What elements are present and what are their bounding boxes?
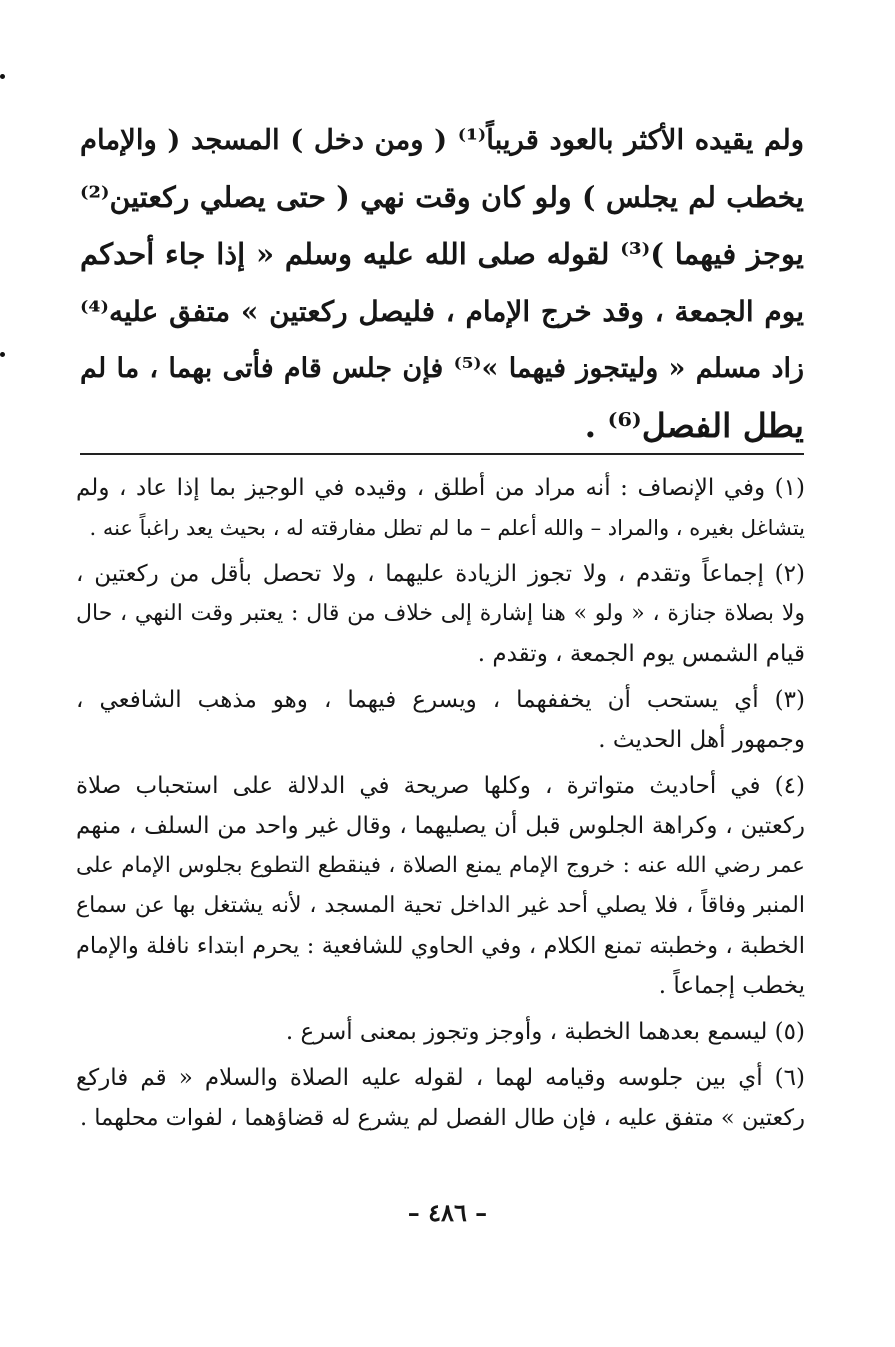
footnote-line: (٦) أي بين جلوسه وقيامه لهما ، لقوله عليه الصلاة والسلام « قم فاركع	[76, 1065, 805, 1091]
footnote-line: وجمهور أهل الحديث .	[598, 727, 805, 753]
main-text-line: يطل الفصل⁽⁶⁾ .	[584, 406, 804, 445]
footnote-line: (١) وفي الإنصاف : أنه مراد من أطلق ، وقيده في الوجيز بما إذا عاد ، ولم	[76, 475, 805, 501]
footnote-6	[76, 1058, 805, 1138]
footnote-line: الخطبة ، وخطبته تمنع الكلام ، وفي الحاوي للشافعية : يحرم ابتداء نافلة والإمام	[76, 933, 805, 959]
footnote-1	[76, 468, 805, 548]
main-text-line: يخطب لم يجلس ) ولو كان وقت نهي ( حتى يصلي ركعتين⁽²⁾	[80, 180, 804, 214]
footnote-line: يتشاغل بغيره ، والمراد – والله أعلم – ما لم تطل مفارقته له ، بحيث يعد راغباً عنه .	[89, 516, 805, 540]
footnote-4	[76, 766, 805, 1006]
footnote-line: (٣) أي يستحب أن يخففهما ، ويسرع فيهما ، وهو مذهب الشافعي ،	[76, 687, 805, 713]
footnote-line: (٤) في أحاديث متواترة ، وكلها صريحة في الدلالة على استحباب صلاة	[76, 773, 805, 799]
scan-edge-mark-middle	[0, 352, 5, 357]
footnote-divider	[80, 453, 804, 455]
main-text-line: يوم الجمعة ، وقد خرج الإمام ، فليصل ركعتين » متفق عليه⁽⁴⁾	[80, 295, 804, 328]
main-text-line: زاد مسلم « وليتجوز فيهما »⁽⁵⁾ فإن جلس قام فأتى بهما ، ما لم	[80, 353, 805, 384]
main-text-block	[80, 112, 804, 454]
footnote-line: ولا بصلاة جنازة ، « ولو » هنا إشارة إلى خلاف من قال : يعتبر وقت النهي ، حال	[76, 601, 805, 626]
page-number: – ٤٨٦ –	[407, 1198, 488, 1227]
footnote-line: يخطب إجماعاً .	[658, 973, 805, 999]
footnote-line: (٥) ليسمع بعدهما الخطبة ، وأوجز وتجوز بمعنى أسرع .	[285, 1019, 805, 1045]
footnote-line: عمر رضي الله عنه : خروج الإمام يمنع الصلاة ، فينقطع التطوع بجلوس الإمام على	[76, 853, 805, 878]
main-text-line: يوجز فيهما )⁽³⁾ لقوله صلى الله عليه وسلم « إذا جاء أحدكم	[80, 237, 804, 271]
footnote-line: ركعتين » متفق عليه ، فإن طال الفصل لم يشرع له قضاؤهما ، لفوات محلهما .	[79, 1105, 805, 1131]
footnote-2	[76, 554, 805, 674]
footnote-3	[76, 680, 805, 760]
scan-edge-mark-top	[0, 74, 5, 79]
footnote-5	[76, 1012, 805, 1052]
footnote-line: (٢) إجماعاً وتقدم ، ولا تجوز الزيادة عليهما ، ولا تحصل بأقل من ركعتين ،	[76, 561, 805, 587]
footnote-line: ركعتين ، وكراهة الجلوس قبل أن يصليهما ، وقال غير واحد من السلف ، منهم	[76, 813, 805, 839]
main-text-line: ولم يقيده الأكثر بالعود قريباً⁽¹⁾ ( ومن دخل ) المسجد ( والإمام	[80, 124, 804, 156]
footnotes-block	[76, 468, 805, 1144]
footnote-line: قيام الشمس يوم الجمعة ، وتقدم .	[477, 641, 805, 667]
footnote-line: المنبر وفاقاً ، فلا يصلي أحد غير الداخل تحية المسجد ، لأنه يشتغل بها عن سماع	[76, 893, 805, 918]
